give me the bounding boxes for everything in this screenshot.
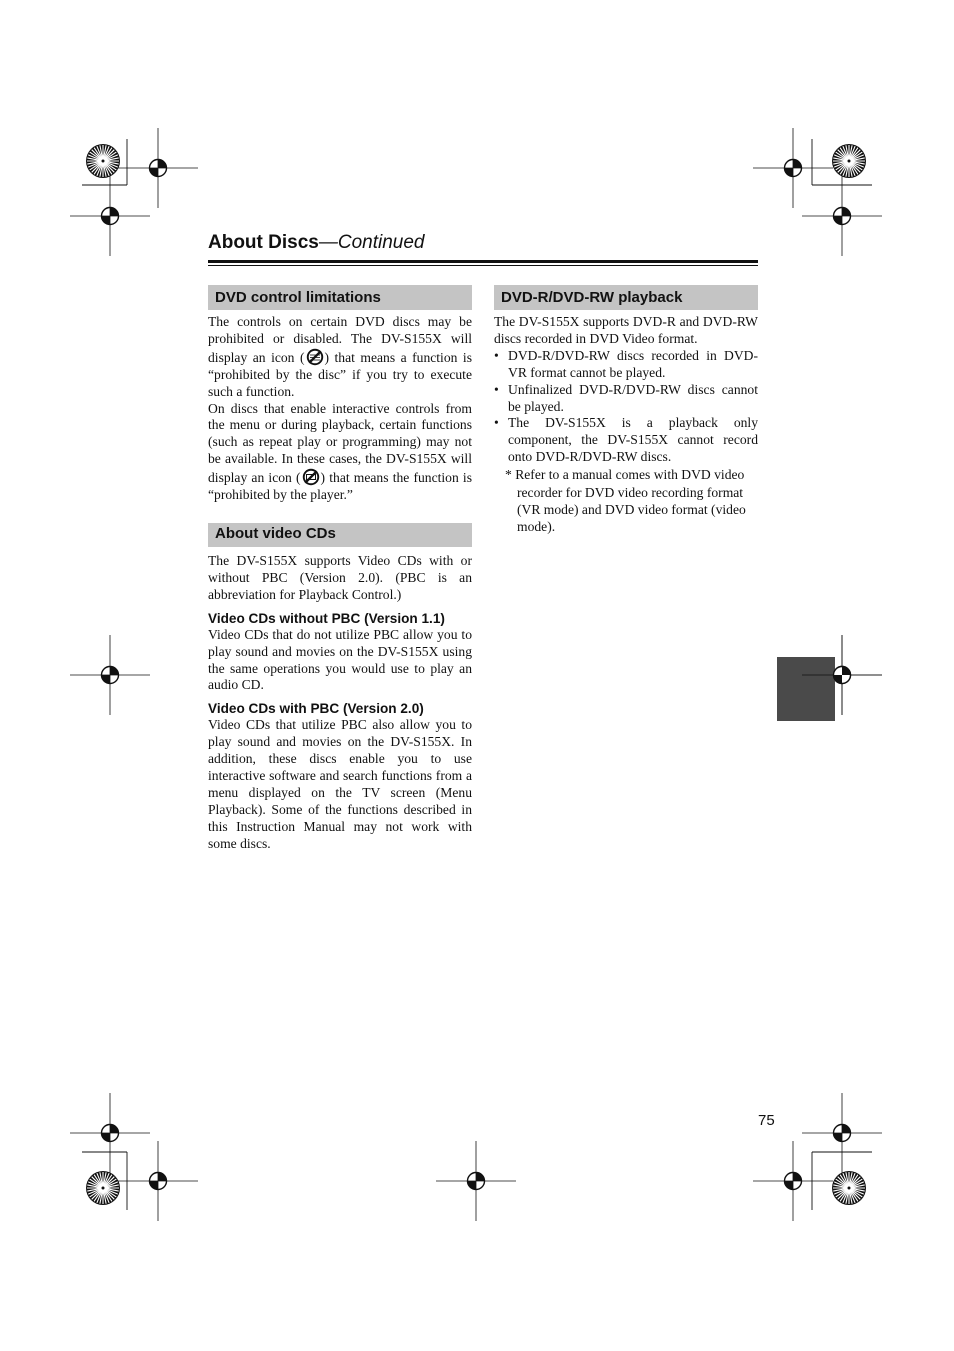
registration-mark-icon: [70, 176, 150, 256]
section-heading-dvd-control: DVD control limitations: [208, 285, 472, 310]
registration-mark-icon: [753, 128, 833, 208]
prohibited-player-icon: [302, 468, 320, 486]
dvd-control-paragraph-1: The controls on certain DVD discs may be prohibited or disabled. The DV-S155X will display an icon ( ) that means a function is “prohibited by the disc” if you try to execute such a function.: [208, 314, 472, 399]
dvdr-footnote: * Refer to a manual comes with DVD video recorder for DVD video recording format (VR mode) and DVD video format (video mode).: [505, 467, 746, 535]
header-rule-thick: [208, 260, 758, 263]
page-title-continued: —Continued: [318, 232, 425, 253]
registration-mark-icon: [118, 1141, 198, 1221]
starburst-mark-icon: [86, 144, 120, 178]
list-item: • DVD-R/DVD-RW discs recorded in DVD-VR format cannot be played.: [494, 348, 758, 382]
subheading-without-pbc: Video CDs without PBC (Version 1.1): [208, 610, 445, 626]
registration-mark-icon: [753, 1141, 833, 1221]
section-video-cds: [208, 523, 472, 853]
registration-mark-icon: [800, 633, 884, 717]
without-pbc-text: Video CDs that do not utilize PBC allow you to play sound and movies on the DV-S155X using the same operations you would use to play an audio CD.: [208, 626, 472, 693]
with-pbc-text: Video CDs that utilize PBC also allow you to play sound and movies on the DV-S155X. In addition, these discs enable you to use interactive software and search functions from a menu displayed on the TV screen (Menu Playback). Some of the functions described in this Instruction Manual may not work with some discs.: [208, 717, 472, 851]
dvd-control-paragraph-2: On discs that enable interactive controls from the menu or during playback, certain functions (such as repeat play or programming) may not be available. In these cases, the DV-S155X will display an icon ( ) that means the function is “prohibited by the player.”: [208, 400, 473, 503]
page-title-main: About Discs: [208, 232, 319, 253]
video-cds-intro: The DV-S155X supports Video CDs with or without PBC (Version 2.0). (PBC is an abbreviation for Playback Control.): [208, 552, 472, 602]
starburst-mark-icon: [832, 1171, 866, 1205]
registration-mark-icon: [70, 1093, 150, 1173]
registration-mark-icon: [802, 176, 882, 256]
registration-mark-icon: [70, 635, 150, 715]
section-heading-dvdr: DVD-R/DVD-RW playback: [494, 285, 758, 310]
right-column: [494, 285, 758, 536]
section-heading-video-cds: About video CDs: [208, 523, 472, 547]
starburst-mark-icon: [86, 1171, 120, 1205]
dvdr-bullet-list: [494, 348, 758, 466]
subheading-with-pbc: Video CDs with PBC (Version 2.0): [208, 701, 424, 717]
page-title: [208, 232, 424, 254]
prohibited-disc-icon: [306, 348, 324, 366]
page-number: 75: [758, 1112, 775, 1129]
header-rule-thin: [208, 265, 758, 266]
registration-mark-icon: [118, 128, 198, 208]
dvdr-intro: The DV-S155X supports DVD-R and DVD-RW discs recorded in DVD Video format.: [494, 314, 758, 346]
registration-mark-icon: [802, 1093, 882, 1173]
list-item: • Unfinalized DVD-R/DVD-RW discs cannot be played.: [494, 382, 758, 416]
starburst-mark-icon: [832, 144, 866, 178]
list-item: • The DV-S155X is a playback only component, the DV-S155X cannot record onto DVD-R/DVD-RW discs.: [494, 415, 758, 466]
left-column: [208, 285, 472, 853]
registration-mark-icon: [436, 1141, 516, 1221]
section-dvd-control: [208, 285, 472, 504]
